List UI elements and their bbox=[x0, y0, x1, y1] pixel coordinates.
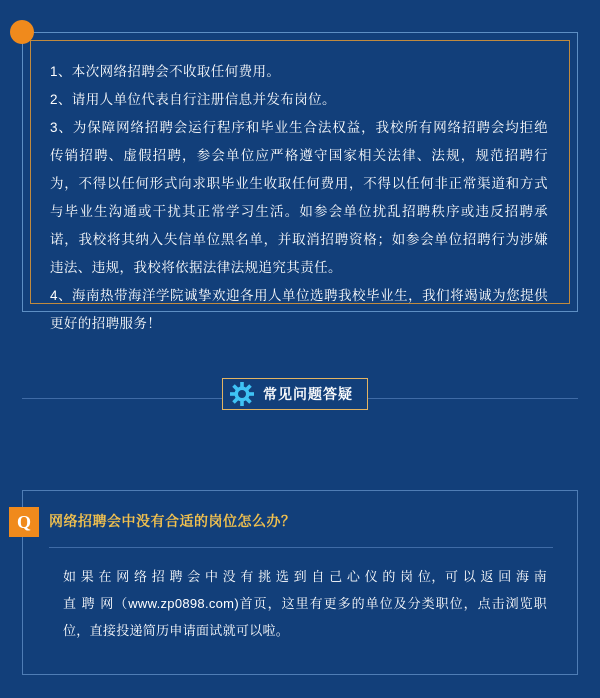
faq-section-header bbox=[0, 378, 600, 420]
faq-header-badge bbox=[222, 378, 368, 410]
notice-text-list bbox=[50, 58, 548, 338]
notice-item: 3、为保障网络招聘会运行程序和毕业生合法权益，我校所有网络招聘会均拒绝 传销招聘、虚假招聘，参会单位应严格遵守国家相关法律、法规，规范招聘行为，不得以任何形式向求职毕业生收取任何费用，不得以任何非正常渠道和方式与毕业生沟通或干扰其正常学习生活。如参会单位扰乱招聘秩序或违反招聘承诺，我校将其纳入失信单位黑名单，并取消招聘资格；如参会单位招聘行为涉嫌违法、违规，我校将依据法律法规追究其责任。 bbox=[50, 120, 548, 275]
question-badge: Q bbox=[9, 507, 39, 537]
notice-item: 2、请用人单位代表自行注册信息并发布岗位。 bbox=[50, 92, 336, 107]
faq-card-divider bbox=[49, 547, 553, 548]
notice-item: 1、本次网络招聘会不收取任何费用。 bbox=[50, 64, 281, 79]
notice-item: 4、海南热带海洋学院诚挚欢迎各用人单位选聘我校毕业生，我们将竭诚为您提供更好的招聘服务！ bbox=[50, 288, 548, 331]
faq-header-title: 常见问题答疑 bbox=[263, 386, 353, 402]
faq-question: 网络招聘会中没有合适的岗位怎么办？ bbox=[49, 513, 296, 529]
faq-answer: 如 果 在 网 络 招 聘 会 中 没 有 挑 选 到 自 己 心 仪 的 岗 位，可 以 返 回 海 南 直 聘 网（www.zp0898.com)首页，这里有更多的单位及分类职位，点击浏览职位，直接投递简历申请面试就可以啦。 bbox=[63, 569, 547, 638]
faq-item-card bbox=[16, 490, 578, 675]
gear-icon bbox=[229, 381, 255, 407]
notice-corner-dot-icon bbox=[10, 20, 34, 44]
notice-panel bbox=[22, 32, 578, 331]
